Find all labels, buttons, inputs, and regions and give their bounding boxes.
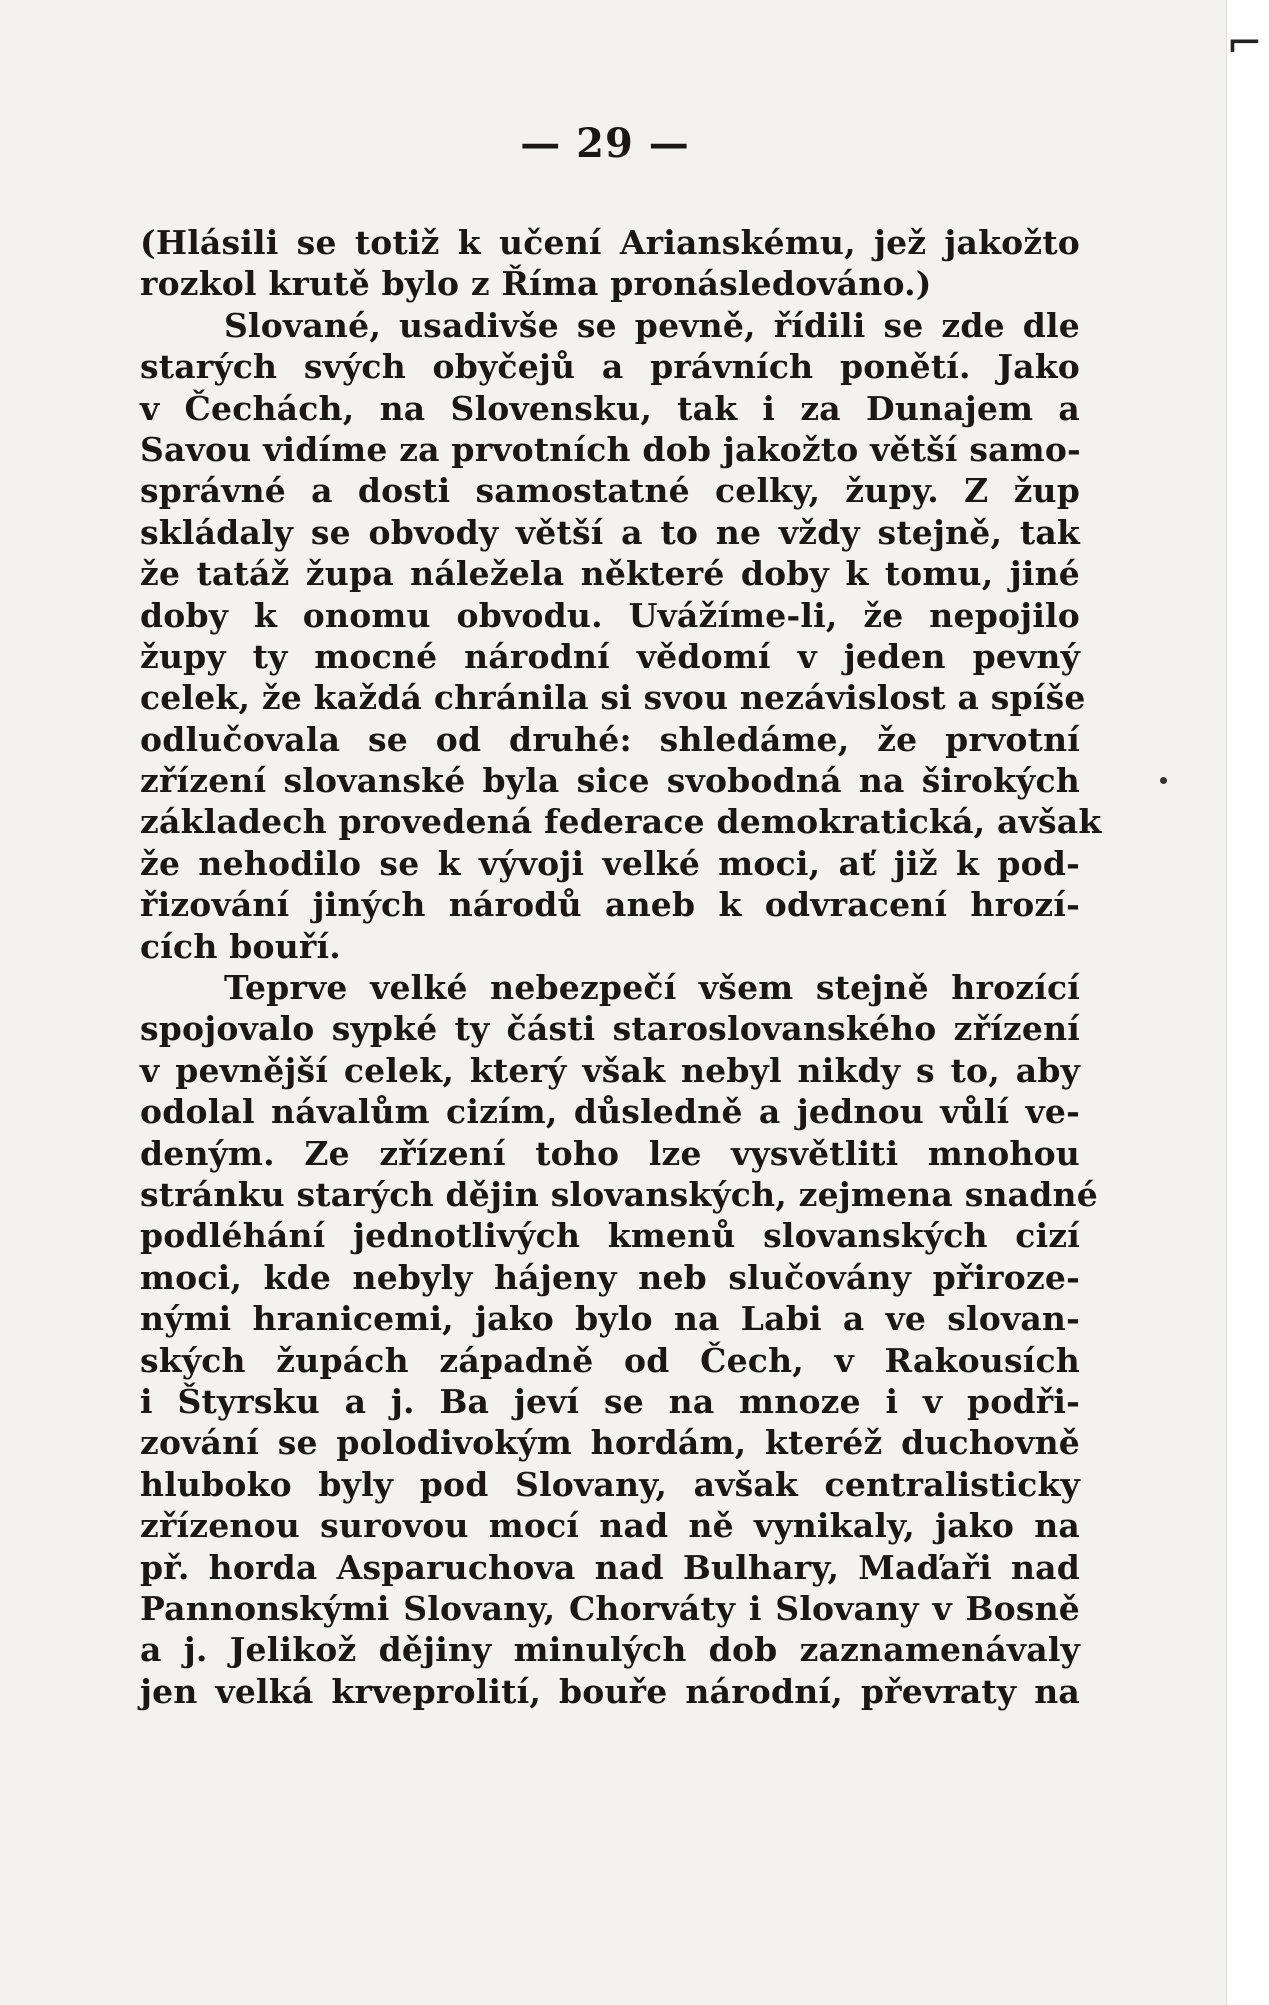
body-text <box>140 222 1102 1712</box>
page-edge <box>1226 0 1269 2005</box>
text-line: stránku starých dějin slovanských, zejmena snadné <box>140 1174 1098 1214</box>
text-line: př. horda Asparuchova nad Bulhary, Maďaři nad <box>140 1547 1080 1587</box>
text-line: v pevnější celek, který však nebyl nikdy s to, aby <box>140 1050 1080 1090</box>
text-line: správné a dosti samostatné celky, župy. Z žup <box>140 471 1080 511</box>
text-line: jen velká krveprolití, bouře národní, převraty na <box>140 1671 1080 1711</box>
edge-mark: ⌐ <box>1226 18 1263 69</box>
text-line: (Hlásili se totiž k učení Arianskému, jež jakožto <box>140 223 1080 262</box>
text-line: hluboko byly pod Slovany, avšak centralisticky <box>140 1464 1080 1504</box>
text-line: moci, kde nebyly hájeny neb slučovány přiroze- <box>140 1257 1080 1297</box>
text-line: doby k onomu obvodu. Uvážíme-li, že nepojilo <box>140 595 1080 635</box>
text-line: Pannonskými Slovany, Chorváty i Slovany v Bosně <box>140 1588 1080 1628</box>
text-line: ských župách západně od Čech, v Rakousích <box>140 1340 1080 1380</box>
text-line: Slované, usadivše se pevně, řídili se zde dle <box>224 305 1080 345</box>
text-line: celek, že každá chránila si svou nezávislost a spíše <box>140 678 1086 718</box>
text-line: rozkol krutě bylo z Říma pronásledováno.) <box>140 264 932 304</box>
text-line: že tatáž župa náležela některé doby k tomu, jiné <box>140 554 1080 594</box>
text-line: skládaly se obvody větší a to ne vždy stejně, tak <box>140 512 1080 552</box>
text-line: Savou vidíme za prvotních dob jakožto větší samo- <box>140 429 1081 469</box>
text-line: základech provedená federace demokratická, avšak <box>140 802 1102 842</box>
text-line: nými hranicemi, jako bylo na Labi a ve slovan- <box>140 1299 1080 1339</box>
text-line: spojovalo sypké ty části staroslovanského zřízení <box>140 1009 1080 1049</box>
text-line: a j. Jelikož dějiny minulých dob zaznamenávaly <box>140 1630 1080 1670</box>
page-number: — 29 — <box>520 120 690 167</box>
text-line: zřízenou surovou mocí nad ně vynikaly, jako na <box>140 1506 1080 1546</box>
text-line: odlučovala se od druhé: shledáme, že prvotní <box>140 719 1080 759</box>
text-line: odolal návalům cizím, důsledně a jednou vůlí ve- <box>140 1092 1080 1132</box>
text-line: starých svých obyčejů a právních ponětí. Jako <box>140 347 1080 387</box>
text-line: župy ty mocné národní vědomí v jeden pevný <box>140 636 1080 676</box>
ink-dot <box>1160 777 1167 784</box>
text-line: v Čechách, na Slovensku, tak i za Dunajem a <box>140 388 1080 428</box>
text-line: Teprve velké nebezpečí všem stejně hrozící <box>224 968 1080 1008</box>
text-line: zování se polodivokým hordám, kteréž duchovně <box>140 1423 1080 1463</box>
text-line: deným. Ze zřízení toho lze vysvětliti mnohou <box>140 1133 1080 1173</box>
text-line: že nehodilo se k vývoji velké moci, ať již k pod- <box>140 843 1080 883</box>
text-line: cích bouří. <box>140 926 341 966</box>
text-line: i Štyrsku a j. Ba jeví se na mnoze i v podři- <box>140 1381 1080 1421</box>
text-line: řizování jiných národů aneb k odvracení hrozí- <box>140 885 1080 925</box>
text-line: podléhání jednotlivých kmenů slovanských cizí <box>140 1216 1080 1256</box>
text-line: zřízení slovanské byla sice svobodná na širokých <box>140 761 1080 801</box>
